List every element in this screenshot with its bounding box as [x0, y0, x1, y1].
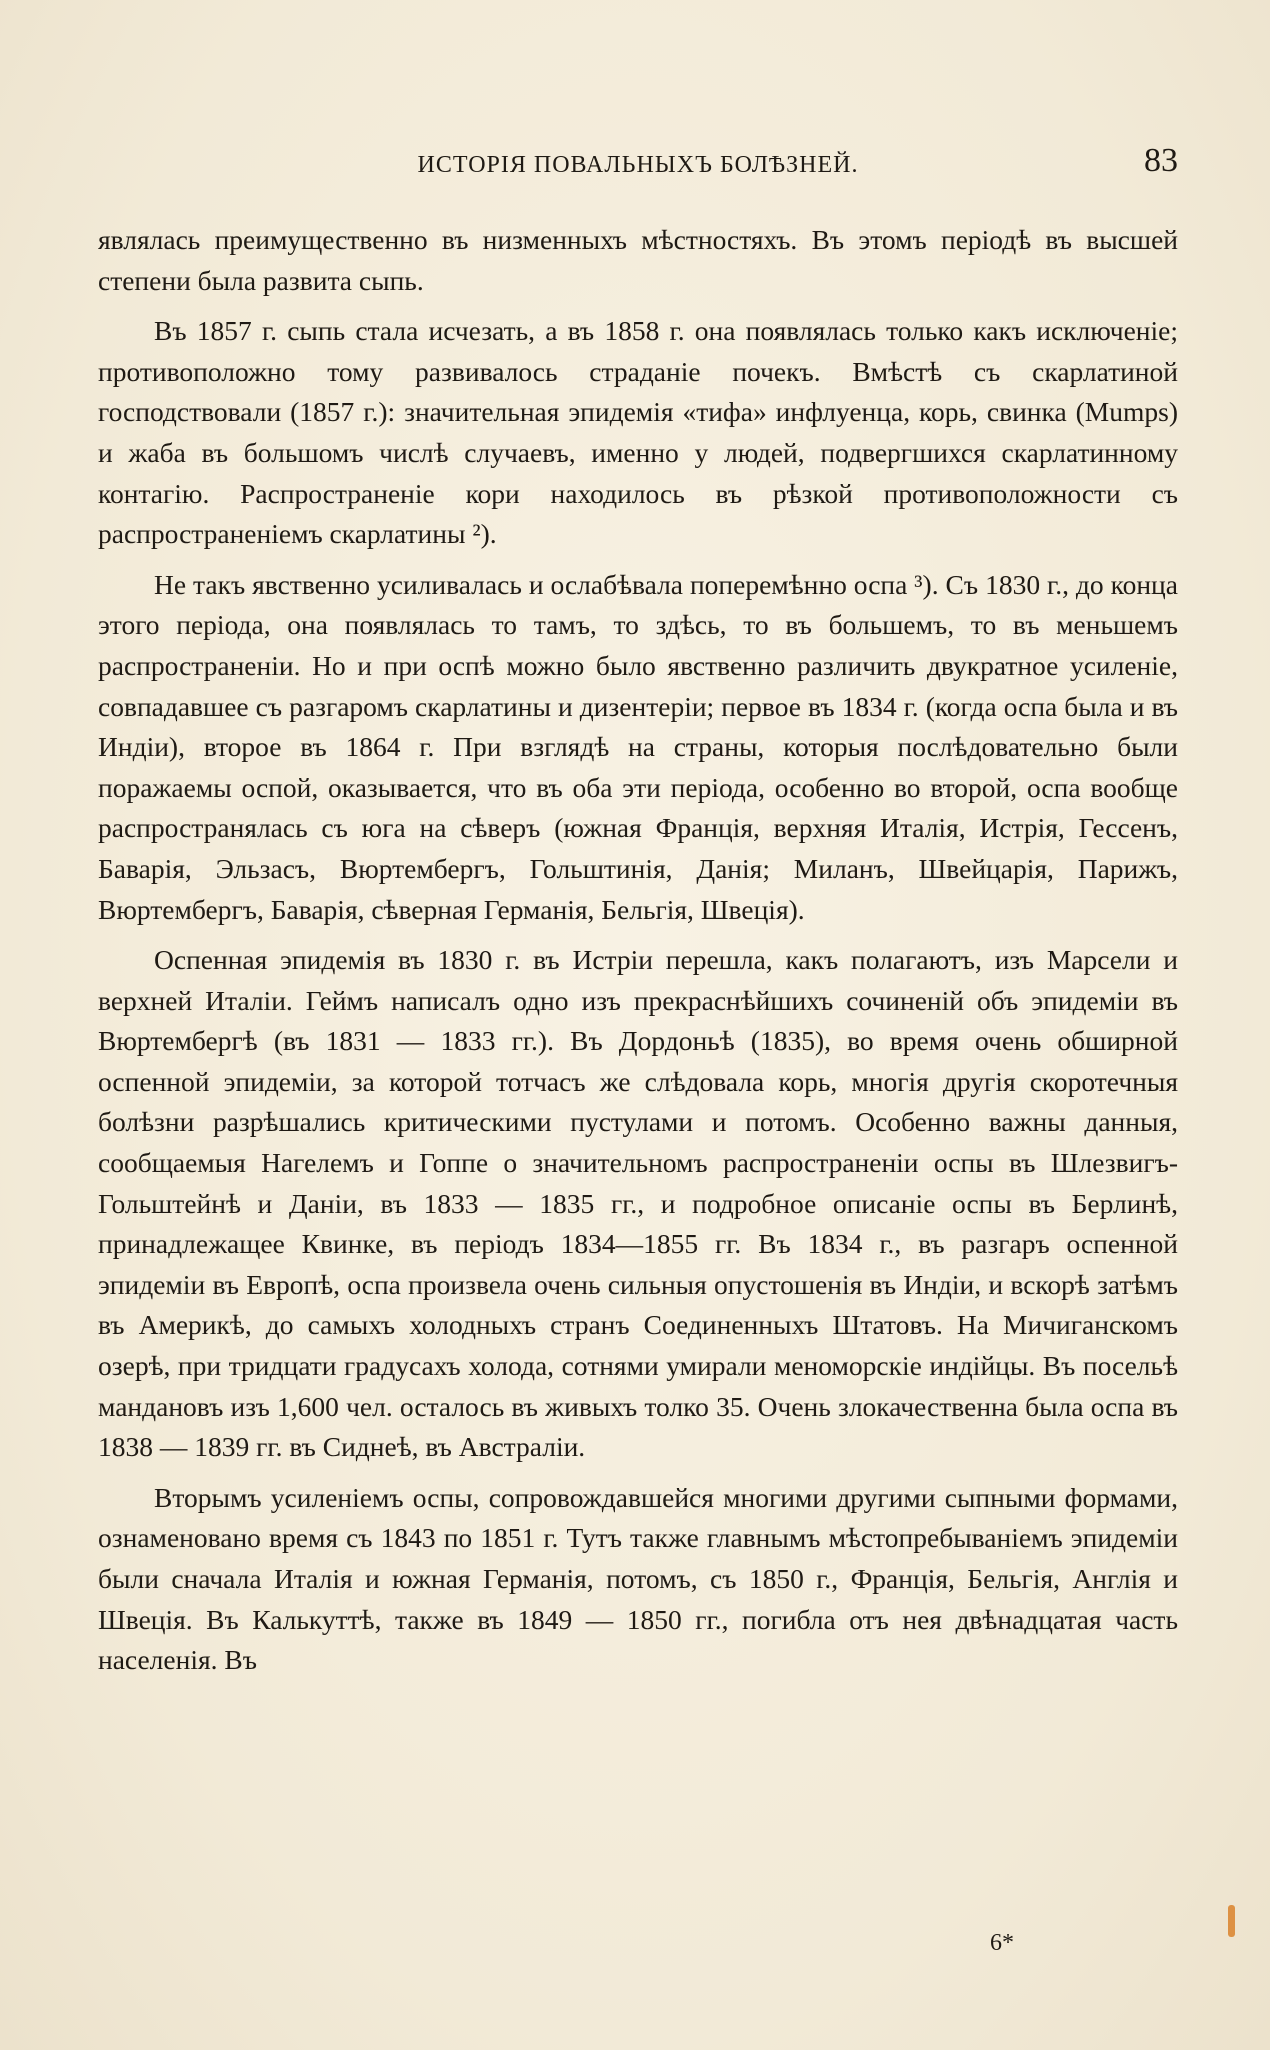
signature-mark: 6* [990, 1930, 1014, 1956]
page-number: 83 [1144, 142, 1178, 179]
body-text [98, 220, 1178, 1691]
paragraph-smallpox-intro: Не такъ явственно усиливалась и ослабѣвала поперемѣнно оспа ³). Съ 1830 г., до конца этого періода, она появлялась то тамъ, то здѣсь, то въ большемъ, то въ меньшемъ распространеніи. Но и при оспѣ можно было явственно различить двукратное усиленіе, совпадавшее съ разгаромъ скарлатины и дизентеріи; первое въ 1834 г. (когда оспа была и въ Индіи), второе въ 1864 г. При взглядѣ на страны, которыя послѣдовательно были поражаемы оспой, оказывается, что въ оба эти періода, особенно во второй, оспа вообще распространялась съ юга на сѣверъ (южная Франція, верхняя Италія, Истрія, Гессенъ, Баварія, Эльзасъ, Вюртембергъ, Гольштинія, Данія; Миланъ, Швейцарія, Парижъ, Вюртембергъ, Баварія, сѣверная Германія, Бельгія, Швеція). [98, 568, 1178, 925]
paragraph-smallpox-epidemics: Оспенная эпидемія въ 1830 г. въ Истріи перешла, какъ полагаютъ, изъ Марсели и верхней Италіи. Геймъ написалъ одно изъ прекраснѣйшихъ сочиненій объ эпидеміи въ Вюртембергѣ (въ 1831 — 1833 гг.). Въ Дордоньѣ (1835), во время очень обширной оспенной эпидеміи, за которой тотчасъ же слѣдовала корь, многія другія скоротечныя болѣзни разрѣшались критическими пустулами и потомъ. Особенно важны данныя, сообщаемыя Нагелемъ и Гоппе о значительномъ распространеніи оспы въ Шлезвигъ-Гольштейнѣ и Даніи, въ 1833 — 1835 гг., и подробное описаніе оспы въ Берлинѣ, принадлежащее Квинке, въ періодъ 1834—1855 гг. Въ 1834 г., въ разгаръ оспенной эпидеміи въ Европѣ, оспа произвела очень сильныя опустошенія въ Индіи, и вскорѣ затѣмъ въ Америкѣ, до самыхъ холодныхъ странъ Соединенныхъ Штатовъ. На Мичиганскомъ озерѣ, при тридцати градусахъ холода, сотнями умирали меноморскіе индійцы. Въ посельѣ мандановъ изъ 1,600 чел. осталось въ живыхъ толко 35. Очень злокачественна была оспа въ 1838 — 1839 гг. въ Сиднеѣ, въ Австраліи. [98, 944, 1178, 1463]
running-title: ИСТОРІЯ ПОВАЛЬНЫХЪ БОЛѢЗНЕЙ. [417, 152, 859, 178]
paragraph-second-wave: Вторымъ усиленіемъ оспы, сопровождавшейся многими другими сыпными формами, ознаменовано время съ 1843 по 1851 г. Тутъ также главнымъ мѣстопребываніемъ эпидеміи были сначала Италія и южная Германія, потомъ, съ 1850 г., Франція, Бельгія, Англія и Швеція. Въ Калькуттѣ, также въ 1849 — 1850 гг., погибла отъ нея двѣнадцатая часть населенія. Въ [98, 1481, 1178, 1676]
paragraph-continuation: являлась преимущественно въ низменныхъ мѣстностяхъ. Въ этомъ періодѣ въ высшей степени была развита сыпь. [98, 224, 1178, 296]
paragraph-scarlatina: Въ 1857 г. сыпь стала исчезать, а въ 1858 г. она появлялась только какъ исключеніе; противоположно тому развивалось страданіе почекъ. Вмѣстѣ съ скарлатиной господствовали (1857 г.): значительная эпидемія «тифа» инфлуенца, корь, свинка (Mumps) и жаба въ большомъ числѣ случаевъ, именно у людей, подвергшихся скарлатинному контагію. Распространеніе кори находилось въ рѣзкой противоположности съ распространеніемъ скарлатины ²). [98, 315, 1178, 550]
ink-stain [1228, 1905, 1235, 1937]
running-head [98, 140, 1178, 190]
